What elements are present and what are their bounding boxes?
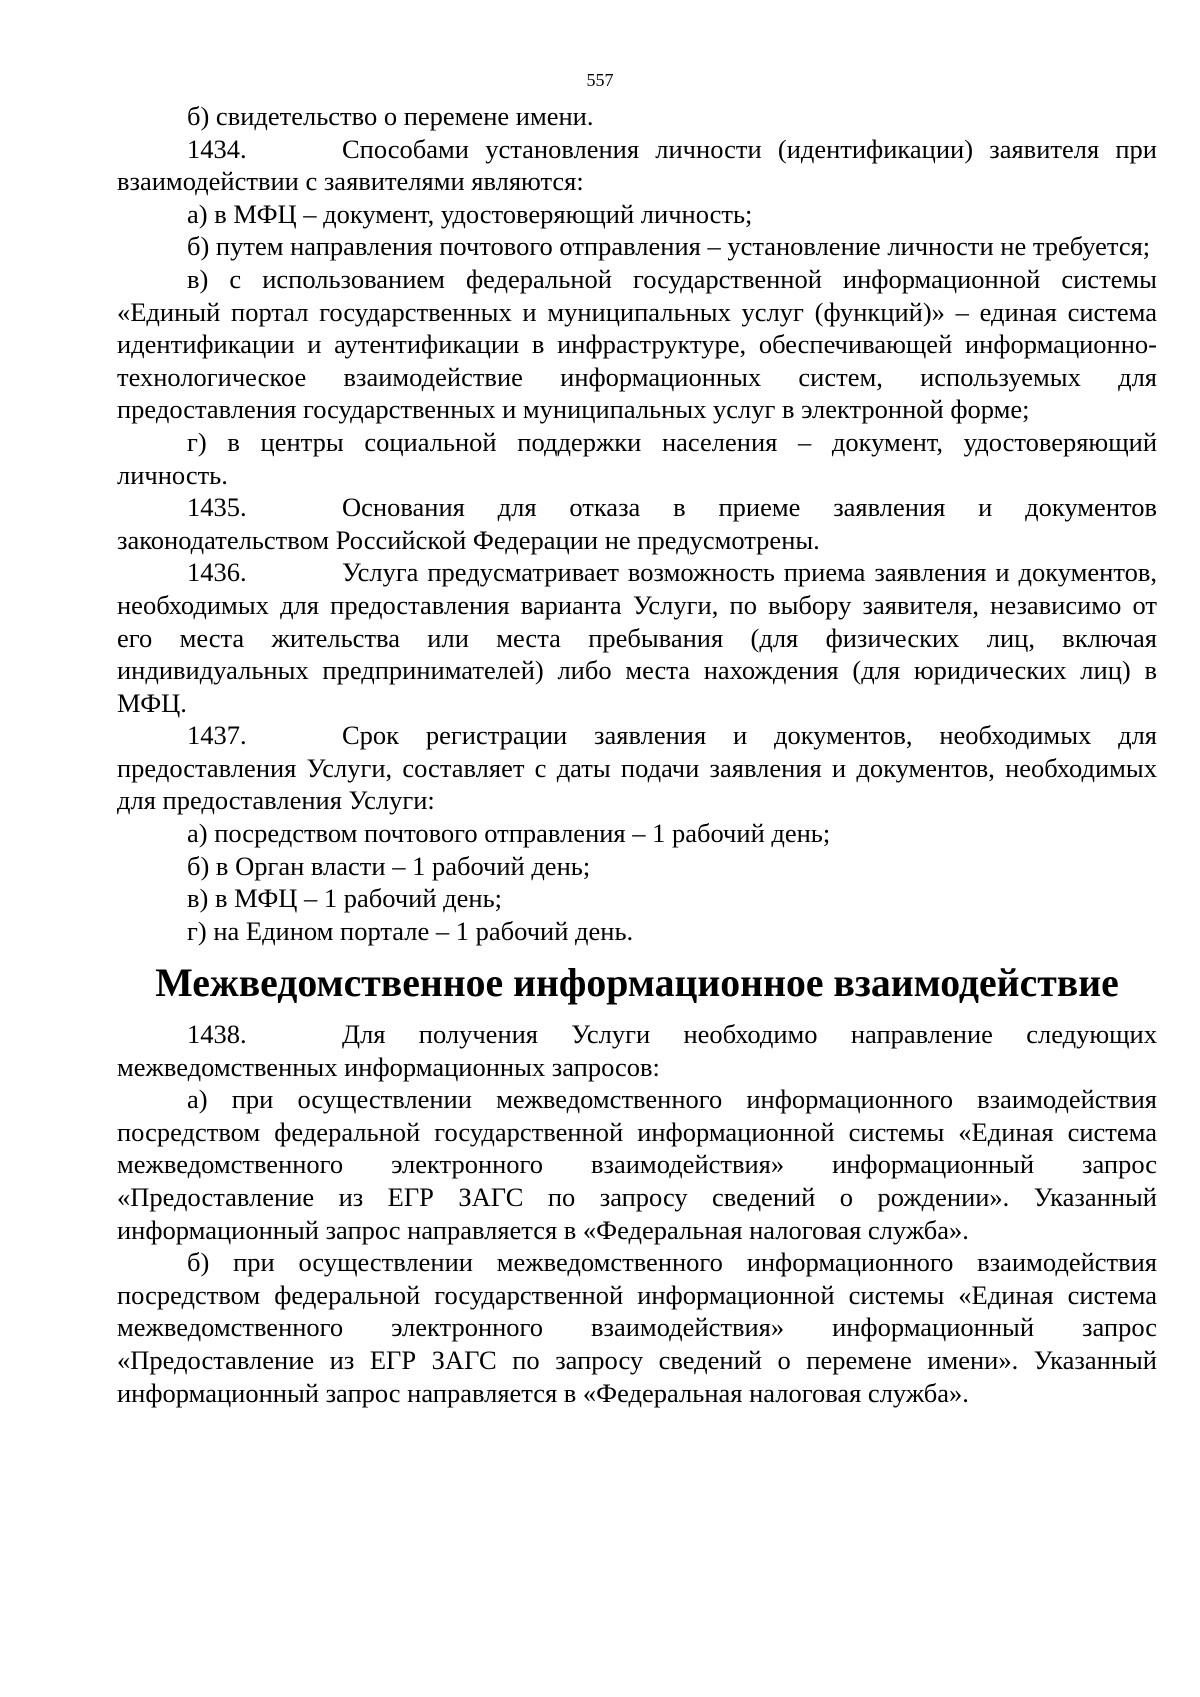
paragraph: [117, 100, 1157, 133]
paragraph-text: в) в МФЦ – 1 рабочий день;: [187, 883, 503, 914]
list-item: [117, 850, 1157, 883]
paragraph-number: 1436.: [187, 557, 247, 588]
paragraph-text: Для получения Услуги необходимо направление следующих межведомственных информационных запросов:: [117, 1019, 1157, 1082]
page-number: 557: [586, 70, 614, 90]
list-item: [117, 882, 1157, 915]
paragraph-text: б) свидетельство о перемене имени.: [187, 101, 594, 131]
list-item: [117, 426, 1157, 491]
list-item: [117, 817, 1157, 850]
paragraph-number: 1438.: [187, 1019, 247, 1050]
document-body: [117, 100, 1157, 1409]
paragraph-text: Срок регистрации заявления и документов, необходимых для предоставления Услуги, составляет с даты подачи заявления и документов, необходимых для предоставления Услуги:: [117, 720, 1157, 816]
list-item: [117, 198, 1157, 231]
numbered-paragraph: [117, 133, 1157, 198]
list-item: [117, 1083, 1157, 1246]
paragraph-text: г) в центры социальной поддержки населения – документ, удостоверяющий личность.: [117, 426, 1157, 490]
paragraph-text: Способами установления личности (идентификации) заявителя при взаимодействии с заявителями являются:: [117, 133, 1157, 197]
paragraph-text: Основания для отказа в приеме заявления и документов законодательством Российской Федерации не предусмотрены.: [117, 492, 1157, 555]
paragraph-number: 1434.: [187, 133, 247, 164]
paragraph-text: в) с использованием федеральной государственной информационной системы «Единый портал государственных и муниципальных услуг (функций)» – единая система идентификации и аутентификации в инфраструктуре, обеспечивающей информационно-технологическое взаимодействие информационных систем, используемых для предоставления государственных и муниципальных услуг в электронной форме;: [117, 263, 1157, 425]
list-item: [117, 230, 1157, 263]
paragraph-number: 1435.: [187, 492, 247, 523]
paragraph-text: б) путем направления почтового отправления – установление личности не требуется;: [187, 231, 1151, 262]
paragraph-text: Услуга предусматривает возможность приема заявления и документов, необходимых для предоставления варианта Услуги, по выбору заявителя, независимо от его места жительства или места пребывания (для физических лиц, включая индивидуальных предпринимателей) либо места нахождения (для юридических лиц) в МФЦ.: [117, 557, 1157, 718]
paragraph-text: а) в МФЦ – документ, удостоверяющий личность;: [187, 198, 753, 229]
paragraph-text: а) при осуществлении межведомственного информационного взаимодействия посредством федеральной государственной информационной системы «Единая система межведомственного электронного взаимодействия» информационный запрос «Предоставление из ЕГР ЗАГС по запросу сведений о рождении». Указанный информационный запрос направляется в «Федеральная налоговая служба».: [117, 1084, 1157, 1245]
numbered-paragraph: [117, 491, 1157, 556]
paragraph-text: б) при осуществлении межведомственного информационного взаимодействия посредством федеральной государственной информационной системы «Единая система межведомственного электронного взаимодействия» информационный запрос «Предоставление из ЕГР ЗАГС по запросу сведений о перемене имени». Указанный информационный запрос направляется в «Федеральная налоговая служба».: [117, 1247, 1157, 1408]
paragraph-number: 1437.: [187, 720, 247, 751]
list-item: [117, 1246, 1157, 1409]
list-item: [117, 263, 1157, 426]
list-item: [117, 915, 1157, 948]
numbered-paragraph: [117, 556, 1157, 719]
paragraph-text: г) на Едином портале – 1 рабочий день.: [187, 915, 634, 946]
paragraph-text: б) в Орган власти – 1 рабочий день;: [187, 850, 591, 881]
numbered-paragraph: [117, 1018, 1157, 1083]
numbered-paragraph: [117, 719, 1157, 817]
paragraph-text: а) посредством почтового отправления – 1 рабочий день;: [187, 818, 831, 849]
section-heading: Межведомственное информационное взаимодействие: [155, 961, 1119, 1006]
